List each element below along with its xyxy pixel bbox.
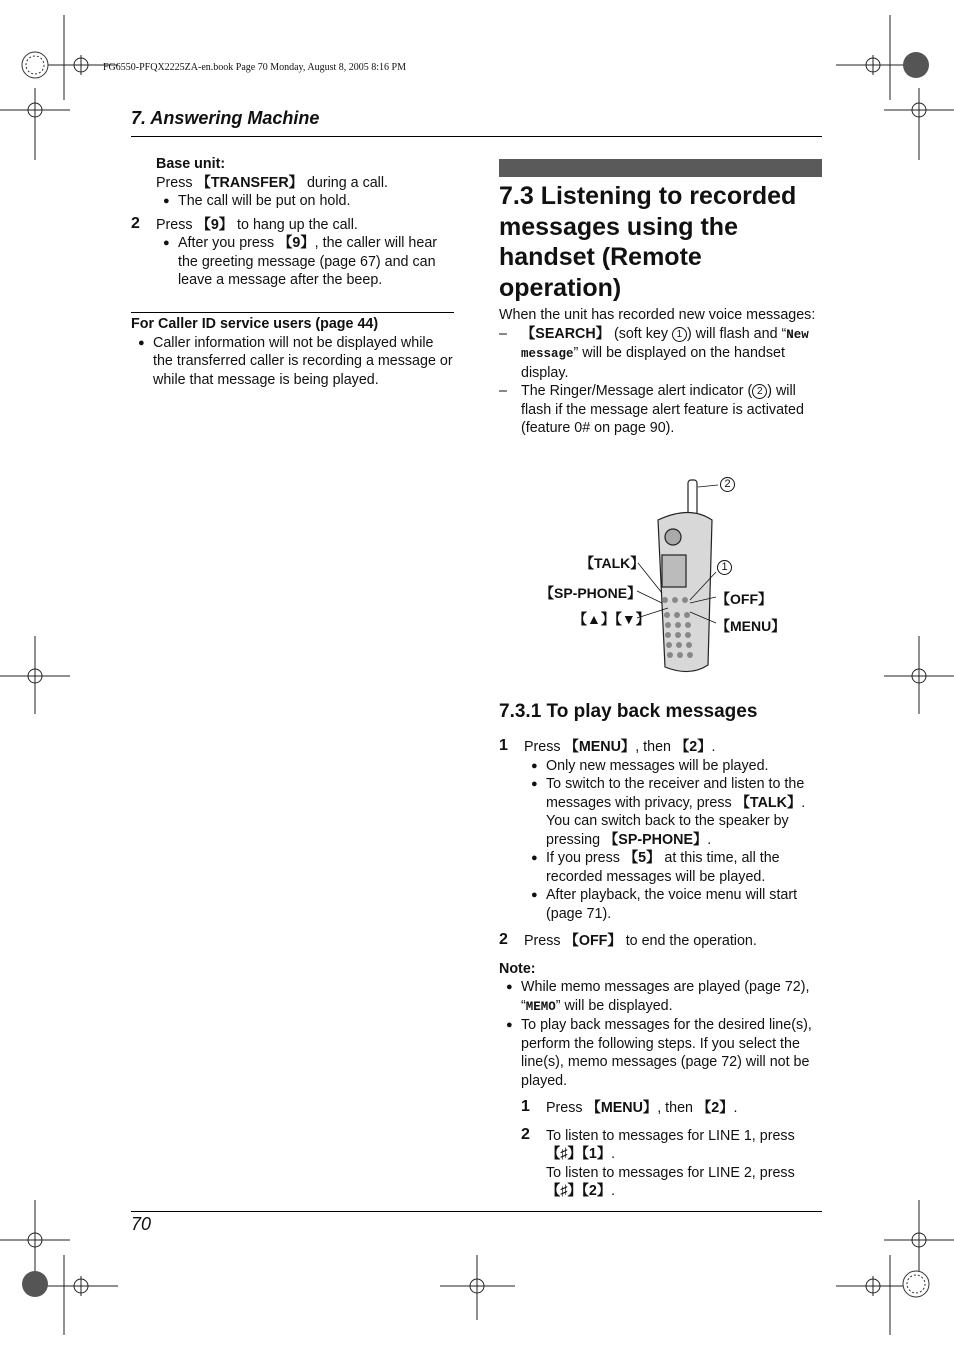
header-rule (131, 136, 822, 137)
list-item (499, 382, 824, 438)
base-unit-label: Base unit: (156, 156, 226, 172)
title-bar (499, 159, 822, 177)
menu-key: 【MENU】 (564, 739, 636, 755)
text: After playback, the voice menu will start (page 71). (546, 887, 798, 922)
display-text: New message (521, 327, 809, 361)
text: (soft key (609, 325, 672, 342)
text: To switch to the receiver and listen to the messages with privacy, press (546, 776, 805, 811)
callout-2-icon: 2 (752, 384, 767, 399)
text: , the caller will hear the greeting message (page 67) and can leave a message after the beep. (178, 235, 438, 288)
text: To play back messages for the desired line(s), perform the following steps. If you select the line(s), memo messages (page 72) will not be played. (521, 1017, 812, 1089)
menu-label: 【MENU】 (716, 618, 786, 634)
text: . (733, 1100, 738, 1116)
step-number: 2 (499, 931, 508, 948)
key-5: 【5】 (623, 850, 661, 866)
text: ) will flash and “ (686, 325, 787, 342)
dash-marker: – (499, 325, 507, 342)
text: Caller information will not be displayed while the transferred caller is recording a message or while that message is being played. (153, 334, 453, 388)
text: If you press (546, 850, 624, 866)
text: . (711, 739, 716, 755)
text: Press (156, 216, 197, 233)
text: While memo messages are played (page 72), “ (521, 979, 810, 1014)
step-1 (499, 738, 824, 923)
step-2 (131, 216, 456, 290)
list-item (156, 192, 456, 211)
line1-instruction: To listen to messages for LINE 1, press (546, 1127, 795, 1144)
bullet-icon: ● (531, 889, 538, 901)
section-heading: 7. Answering Machine (131, 108, 320, 128)
list-item (131, 334, 456, 390)
callout-1-icon: 1 (672, 327, 687, 342)
intro-text: When the unit has recorded new voice messages: (499, 307, 816, 323)
step-number: 1 (499, 737, 508, 754)
up-down-label: 【▲】【▼】 (573, 611, 650, 627)
note-label: Note: (499, 960, 536, 977)
text: at this time, all the recorded messages will be played. (546, 850, 780, 885)
text: during a call. (302, 174, 389, 191)
bullet-icon: ● (163, 237, 170, 249)
step-2 (499, 932, 824, 951)
base-unit-block (131, 155, 456, 211)
step-number: 1 (521, 1098, 530, 1115)
bullet-icon: ● (506, 1019, 513, 1031)
playback-steps (499, 738, 824, 1201)
print-info: FG6550-PFQX2225ZA-en.book Page 70 Monday, August 8, 2005 8:16 PM (103, 62, 406, 73)
text: Only new messages will be played. (546, 757, 769, 774)
bullet-icon: ● (531, 852, 538, 864)
list-item (499, 978, 824, 1016)
text: The call will be put on hold. (178, 193, 351, 209)
base-unit-instruction (156, 174, 456, 193)
handset-figure (540, 475, 800, 680)
page-title: 7.3 Listening to recorded messages using the handset (Remote operation) (499, 182, 797, 302)
hash-1-keys: 【♯】【1】 (546, 1146, 612, 1162)
key-9: 【9】 (196, 216, 234, 233)
callout-2-icon: 2 (720, 477, 735, 492)
text: , then (657, 1100, 697, 1116)
text: ) will flash if the message alert feature is activated (feature 0# on page 90). (521, 383, 804, 436)
off-key: 【OFF】 (564, 933, 622, 949)
dash-marker: – (499, 383, 507, 399)
bullet-icon: ● (163, 195, 170, 207)
caller-id-heading: For Caller ID service users (page 44) (131, 316, 379, 332)
text: After you press (178, 235, 279, 251)
bullet-icon: ● (506, 981, 513, 993)
bullet-icon: ● (531, 759, 538, 772)
key-9: 【9】 (278, 235, 315, 251)
list-item (499, 325, 824, 383)
list-item (156, 234, 456, 290)
page-number: 70 (131, 1214, 152, 1234)
off-label: 【OFF】 (716, 591, 772, 607)
text: Press (156, 174, 197, 191)
callout-1-icon: 1 (717, 560, 732, 575)
text: to end the operation. (621, 933, 757, 949)
key-2: 【2】 (674, 739, 712, 755)
left-rule (131, 312, 454, 313)
line2-instruction: To listen to messages for LINE 2, press (546, 1164, 795, 1181)
list-item (524, 886, 824, 923)
text: to hang up the call. (233, 216, 358, 233)
display-text: MEMO (525, 999, 556, 1014)
line-steps (499, 1099, 824, 1201)
text: . (611, 1146, 616, 1162)
bullet-icon: ● (138, 336, 145, 349)
search-key: 【SEARCH】 (521, 325, 610, 342)
handset-illustration (540, 475, 800, 680)
intro-block (499, 306, 824, 438)
menu-key: 【MENU】 (586, 1100, 658, 1116)
text: . You can switch back to the speaker by pressing (546, 794, 806, 848)
line-step-2 (521, 1127, 824, 1201)
talk-label: 【TALK】 (580, 555, 645, 571)
sp-phone-label: 【SP-PHONE】 (540, 585, 642, 601)
list-item (524, 757, 824, 776)
subheading: 7.3.1 To play back messages (499, 701, 758, 722)
caller-id-block (131, 315, 456, 389)
left-column (131, 155, 456, 290)
text: . (707, 831, 712, 848)
list-item (499, 1016, 824, 1090)
text: . (611, 1183, 616, 1199)
key-2: 【2】 (696, 1100, 734, 1116)
text: ” will be displayed. (555, 997, 673, 1014)
text: , then (635, 739, 675, 755)
bullet-icon: ● (531, 778, 538, 790)
text: ” will be displayed on the handset display. (521, 345, 785, 381)
transfer-key: 【TRANSFER】 (196, 174, 303, 191)
sp-phone-key: 【SP-PHONE】 (604, 831, 708, 848)
list-item (524, 849, 824, 886)
text: Press (524, 933, 565, 949)
line-step-1 (521, 1099, 824, 1118)
text: Press (546, 1100, 587, 1116)
talk-key: 【TALK】 (735, 794, 802, 811)
step-number: 2 (131, 214, 140, 232)
text: The Ringer/Message alert indicator ( (521, 383, 753, 399)
text: Press (524, 739, 565, 755)
list-item (524, 775, 824, 849)
step-number: 2 (521, 1125, 530, 1143)
hash-2-keys: 【♯】【2】 (546, 1183, 612, 1199)
footer-rule (131, 1211, 822, 1212)
